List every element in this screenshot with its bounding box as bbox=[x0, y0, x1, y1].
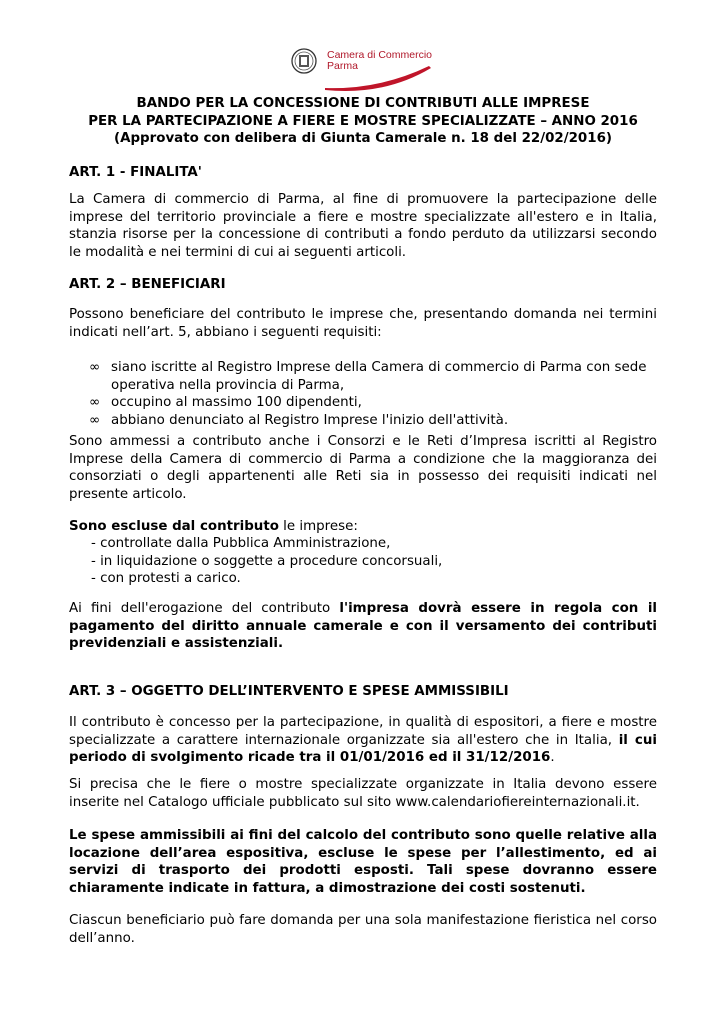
text-line: chiaramente indicate in fattura, a dimostrazione dei costi sostenuti. bbox=[69, 880, 586, 896]
period-bold-text: periodo di svolgimento ricade tra il 01/01/2016 ed il 31/12/2016 bbox=[69, 750, 551, 766]
text-line: dell’anno. bbox=[69, 930, 135, 946]
art3-paragraph-1 bbox=[69, 714, 657, 767]
list-item bbox=[89, 412, 657, 430]
infinity-bullet-icon: ∞ bbox=[89, 360, 101, 375]
title-line-2: PER LA PARTECIPAZIONE A FIERE E MOSTRE SPECIALIZZATE – ANNO 2016 bbox=[88, 113, 638, 129]
text-line: consorziati o degli appartenenti alle Reti sia in possesso dei requisiti indicati nel bbox=[69, 469, 657, 485]
infinity-bullet-icon: ∞ bbox=[89, 412, 101, 428]
text-line: Le spese ammissibili ai fini del calcolo del contributo sono quelle relative alla bbox=[69, 828, 657, 843]
art3-paragraph-4 bbox=[69, 912, 657, 947]
text-line: imprese del territorio provinciale a fiere e mostre specializzate all'estero e in Italia, bbox=[69, 209, 657, 225]
document-title bbox=[69, 95, 657, 148]
text-bold: il cui bbox=[618, 732, 657, 748]
text-line: presente articolo. bbox=[69, 486, 187, 502]
list-item-text: occupino al massimo 100 dipendenti, bbox=[111, 395, 362, 411]
text-line: indicati nell’art. 5, abbiano i seguenti requisiti: bbox=[69, 324, 382, 340]
requirements-list bbox=[89, 359, 657, 429]
art1-paragraph bbox=[69, 191, 657, 261]
text-line: locazione dell’area espositiva, escluse le spese per l’allestimento, ed ai bbox=[69, 845, 657, 861]
text-line: stanzia risorse per la concessione di contributi a fondo perduto da utilizzarsi secondo bbox=[69, 227, 657, 243]
list-item: - con protesti a carico. bbox=[91, 571, 241, 587]
list-item: - in liquidazione o soggette a procedure concorsuali, bbox=[91, 553, 443, 569]
text-line: La Camera di commercio di Parma, al fine di promuovere la partecipazione delle bbox=[69, 192, 657, 207]
excluded-heading bbox=[69, 518, 657, 536]
text-line: Sono ammessi a contributo anche i Consorzi e le Reti d’Impresa iscritti al Registro bbox=[69, 434, 657, 449]
title-line-1: BANDO PER LA CONCESSIONE DI CONTRIBUTI ALLE IMPRESE bbox=[136, 96, 590, 111]
list-item-text: abbiano denunciato al Registro Imprese l'inizio dell'attività. bbox=[111, 412, 509, 428]
art2-intro bbox=[69, 306, 657, 341]
text-line: Ciascun beneficiario può fare domanda per una sola manifestazione fieristica nel corso bbox=[69, 913, 657, 928]
list-item: - controllate dalla Pubblica Amministrazione, bbox=[91, 536, 391, 551]
text-line: Possono beneficiare del contributo le imprese che, presentando domanda nei termini bbox=[69, 307, 657, 322]
art3-paragraph-2 bbox=[69, 776, 657, 811]
list-item-text: operativa nella provincia di Parma, bbox=[111, 377, 345, 393]
art2-payment-paragraph bbox=[69, 600, 657, 653]
text-bold: l'impresa dovrà essere in regola con il bbox=[339, 601, 657, 616]
chamber-of-commerce-logo bbox=[289, 42, 439, 92]
text-line: previdenziali e assistenziali. bbox=[69, 636, 284, 652]
excluded-text: le imprese: bbox=[278, 519, 358, 534]
art3-paragraph-3 bbox=[69, 827, 657, 897]
text-normal: . bbox=[550, 750, 555, 766]
text-line: Imprese della Camera di commercio di Parma a condizione che la maggioranza dei bbox=[69, 451, 657, 467]
text-normal: Ai fini dell'erogazione del contributo bbox=[69, 601, 340, 616]
excluded-list bbox=[91, 535, 442, 588]
text-normal: specializzate a carattere internazionale organizzate sia all'estero che in Italia, bbox=[69, 732, 619, 748]
logo-line-1: Camera di Commercio bbox=[327, 49, 433, 61]
art3-heading: ART. 3 – OGGETTO DELL’INTERVENTO E SPESE AMMISSIBILI bbox=[69, 684, 509, 699]
logo-line-2: Parma bbox=[327, 60, 358, 72]
list-item-text: siano iscritte al Registro Imprese della Camera di commercio di Parma con sede bbox=[111, 360, 647, 375]
list-item bbox=[89, 394, 657, 412]
list-item bbox=[89, 359, 657, 394]
text-line: Si precisa che le fiere o mostre specializzate organizzate in Italia devono essere bbox=[69, 777, 657, 792]
title-line-3: (Approvato con delibera di Giunta Camerale n. 18 del 22/02/2016) bbox=[113, 131, 613, 147]
text-line: pagamento del diritto annuale camerale e con il versamento dei contributi bbox=[69, 618, 657, 634]
text-line: inserite nel Catalogo ufficiale pubblicato sul sito www.calendariofiereinternazionali.it. bbox=[69, 794, 640, 810]
text-line: servizi di trasporto dei prodotti esposti. Tali spese dovranno essere bbox=[69, 863, 657, 879]
infinity-bullet-icon: ∞ bbox=[89, 395, 101, 411]
text-line: Il contributo è concesso per la partecipazione, in qualità di espositori, a fiere e mostre bbox=[69, 715, 657, 730]
text-line: le modalità e nei termini di cui ai seguenti articoli. bbox=[69, 244, 407, 260]
art1-heading: ART. 1 - FINALITA' bbox=[69, 165, 202, 180]
art2-heading: ART. 2 – BENEFICIARI bbox=[69, 277, 226, 292]
art2-consortia-paragraph bbox=[69, 433, 657, 503]
excluded-bold-text: Sono escluse dal contributo bbox=[69, 519, 279, 534]
